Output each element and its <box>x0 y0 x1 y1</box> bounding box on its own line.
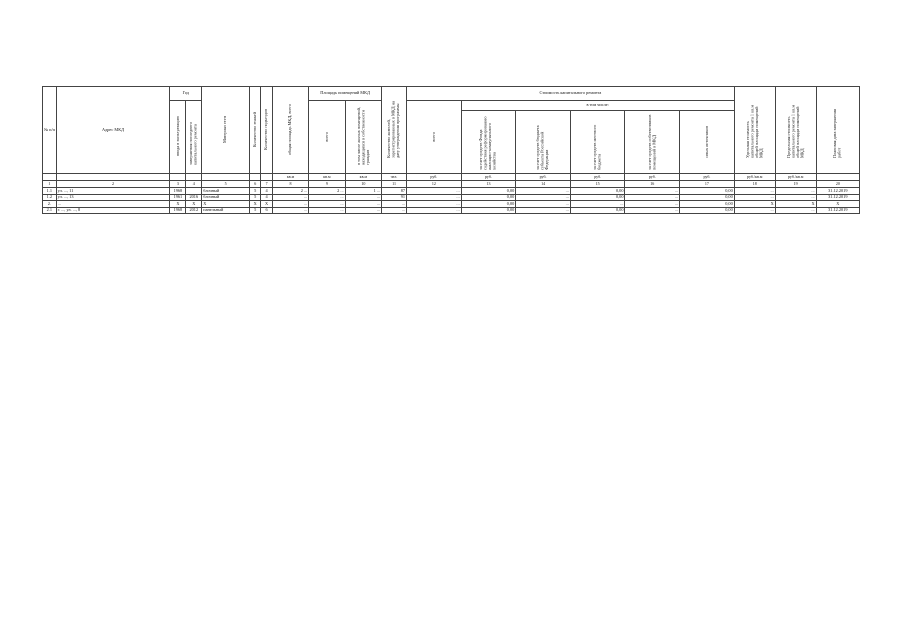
header-cost-total: всего <box>407 101 462 174</box>
table-cell: 0,00 <box>461 188 516 195</box>
table-cell <box>186 188 202 195</box>
header-entrances: Количество подъездов <box>261 87 272 174</box>
table-cell: 87 <box>382 188 407 195</box>
table-cell: ... <box>775 207 816 214</box>
table-cell: ... <box>407 194 462 201</box>
table-cell: ... <box>775 194 816 201</box>
table-cell: 5 <box>250 188 261 195</box>
colnum-cell: 16 <box>625 181 680 188</box>
table-cell: ... <box>382 201 407 208</box>
colnum-cell: 15 <box>570 181 625 188</box>
table-cell: ... <box>734 188 775 195</box>
table-cell: 2012 <box>186 207 202 214</box>
table-cell: 0,00 <box>680 188 735 195</box>
table-cell: 1.1 <box>43 188 57 195</box>
table-cell: ... <box>382 207 407 214</box>
header-year-repair: завершения последнего капитального ремонта <box>186 101 202 174</box>
table-cell: ... <box>407 207 462 214</box>
table-cell: ... <box>309 194 345 201</box>
colnum-cell: 1 <box>43 181 57 188</box>
table-row <box>43 188 860 195</box>
table-row <box>43 201 860 208</box>
colnum-cell: 10 <box>345 181 381 188</box>
table-cell: 0,00 <box>680 194 735 201</box>
header-cost-region: за счет средств бюджета субъекта Российской Федерации <box>516 111 571 174</box>
colnum-cell: 13 <box>461 181 516 188</box>
table-cell: ... <box>625 207 680 214</box>
table-cell: 0,00 <box>680 207 735 214</box>
table-cell: блочный <box>202 188 250 195</box>
colnum-cell: 20 <box>816 181 859 188</box>
table-cell: 4 <box>261 194 272 201</box>
colnum-cell: 18 <box>734 181 775 188</box>
unit-cell: кв.м <box>272 174 308 181</box>
table-cell: ... <box>309 201 345 208</box>
header-max-cost: Предельная стоимость капитального ремонта 1 кв.м общей площади помещений МКД <box>775 87 816 174</box>
table-row <box>43 207 860 214</box>
table-cell: 91 <box>382 194 407 201</box>
table-cell: ... <box>272 194 308 201</box>
colnum-cell: 12 <box>407 181 462 188</box>
unit-cell: руб. <box>680 174 735 181</box>
table-cell: X <box>734 201 775 208</box>
table-row <box>43 194 860 201</box>
table-cell: ... <box>407 188 462 195</box>
colnum-cell: 6 <box>250 181 261 188</box>
table-cell: 0,00 <box>570 207 625 214</box>
colnum-cell: 4 <box>186 181 202 188</box>
table-cell: блочный <box>202 194 250 201</box>
table-cell: ... <box>309 207 345 214</box>
colnum-cell: 9 <box>309 181 345 188</box>
unit-cell: руб. <box>625 174 680 181</box>
header-colnum-row <box>43 181 860 188</box>
table-cell: ... <box>272 201 308 208</box>
table-cell: 5 <box>250 194 261 201</box>
table-cell: ул. ..., 13 <box>56 194 170 201</box>
table-cell: 2016 <box>186 194 202 201</box>
table-cell: 5 <box>250 207 261 214</box>
colnum-cell: 7 <box>261 181 272 188</box>
table-cell: ... <box>775 188 816 195</box>
table-cell: 1961 <box>170 194 186 201</box>
colnum-cell: 3 <box>170 181 186 188</box>
table-cell: X <box>250 201 261 208</box>
table-cell: 31.12.2019 <box>816 207 859 214</box>
header-area-group: Площадь помещений МКД <box>309 87 382 101</box>
table-cell: 0,00 <box>461 194 516 201</box>
unit-cell: руб. <box>407 174 462 181</box>
table-header <box>43 87 860 188</box>
unit-cell: чел. <box>382 174 407 181</box>
table-cell: ... <box>345 207 381 214</box>
header-wall-material: Материал стен <box>202 87 250 174</box>
table-cell: 6 <box>261 207 272 214</box>
table-cell: 1968 <box>170 188 186 195</box>
table-cell: 31.12.2019 <box>816 194 859 201</box>
colnum-cell: 8 <box>272 181 308 188</box>
header-year-group: Год <box>170 87 202 101</box>
header-floors: Количество этажей <box>250 87 261 174</box>
colnum-cell: 2 <box>56 181 170 188</box>
header-cost-fund: за счет средств Фонда содействия реформированию жилищно-коммунального хозяйства <box>461 111 516 174</box>
header-units-row <box>43 174 860 181</box>
table-cell: г. ..., ул. ..., 8 <box>56 207 170 214</box>
header-cost-sub: в том числе: <box>461 101 734 111</box>
table-cell: ... <box>345 194 381 201</box>
table-cell: ... <box>407 201 462 208</box>
unit-cell: руб. <box>516 174 571 181</box>
header-area-total: общая площадь МКД, всего <box>272 87 308 174</box>
table-cell: ... <box>272 207 308 214</box>
table-cell: 0,00 <box>461 207 516 214</box>
table-cell: 1.2 <box>43 194 57 201</box>
unit-cell: руб./кв.м <box>734 174 775 181</box>
header-deadline: Плановая дата завершения работ <box>816 87 859 174</box>
colnum-cell: 17 <box>680 181 735 188</box>
table-cell: X <box>170 201 186 208</box>
table-cell: ... <box>734 207 775 214</box>
colnum-cell: 11 <box>382 181 407 188</box>
table-cell: 0,00 <box>680 201 735 208</box>
table-cell: ... <box>516 207 571 214</box>
unit-cell: кв.м <box>309 174 345 181</box>
colnum-cell: 14 <box>516 181 571 188</box>
table-cell: ... <box>570 201 625 208</box>
header-address: Адрес МКД <box>56 87 170 174</box>
table-cell: 1 ... <box>345 188 381 195</box>
header-area-citizens: в том числе жилых помещений, находящихся в собственности граждан <box>345 101 381 174</box>
unit-cell: руб./кв.м <box>775 174 816 181</box>
table-cell: 2 ... <box>309 188 345 195</box>
table-cell: 31.12.2019 <box>816 188 859 195</box>
table-cell: 2 ... <box>272 188 308 195</box>
table-body <box>43 188 860 214</box>
program-table-sheet <box>42 86 860 214</box>
table-cell: ... <box>625 201 680 208</box>
table-cell: ... <box>516 188 571 195</box>
header-residents: Количество жителей, зарегистрированных в МКД на дату утверждения программы <box>382 87 407 174</box>
table-cell: X <box>261 201 272 208</box>
header-area-all: всего <box>309 101 345 174</box>
table-cell: X <box>202 201 250 208</box>
table-cell: ... <box>625 188 680 195</box>
colnum-cell: 5 <box>202 181 250 188</box>
table-cell: панельный <box>202 207 250 214</box>
table-cell: 1968 <box>170 207 186 214</box>
table-cell: 2.1 <box>43 207 57 214</box>
table-cell: 4 <box>261 188 272 195</box>
unit-cell: кв.м <box>345 174 381 181</box>
table-cell: ... <box>345 201 381 208</box>
header-num: № п/п <box>43 87 57 174</box>
table-cell: ... <box>625 194 680 201</box>
header-year-built: ввода в эксплуатацию <box>170 101 186 174</box>
table-cell: ... <box>56 201 170 208</box>
table-cell: ул. ..., 11 <box>56 188 170 195</box>
table-cell: X <box>816 201 859 208</box>
header-unit-cost: Удельная стоимость капитального ремонта 1 кв.м общей площади помещений МКД <box>734 87 775 174</box>
table-cell: 0,00 <box>570 194 625 201</box>
table-cell: ... <box>734 194 775 201</box>
header-cost-group: Стоимость капитального ремонта <box>407 87 735 101</box>
table-cell: 0,00 <box>461 201 516 208</box>
program-table <box>42 86 860 214</box>
table-cell: 2. <box>43 201 57 208</box>
table-cell: X <box>186 201 202 208</box>
table-cell: ... <box>516 194 571 201</box>
header-cost-owners: за счет средств собственников помещений в МКД <box>625 111 680 174</box>
table-cell: ... <box>516 201 571 208</box>
table-cell: 0,00 <box>570 188 625 195</box>
colnum-cell: 19 <box>775 181 816 188</box>
header-cost-other: иных источников <box>680 111 735 174</box>
unit-cell: руб. <box>570 174 625 181</box>
header-cost-local: за счет средств местного бюджета <box>570 111 625 174</box>
table-cell: X <box>775 201 816 208</box>
unit-cell: руб. <box>461 174 516 181</box>
